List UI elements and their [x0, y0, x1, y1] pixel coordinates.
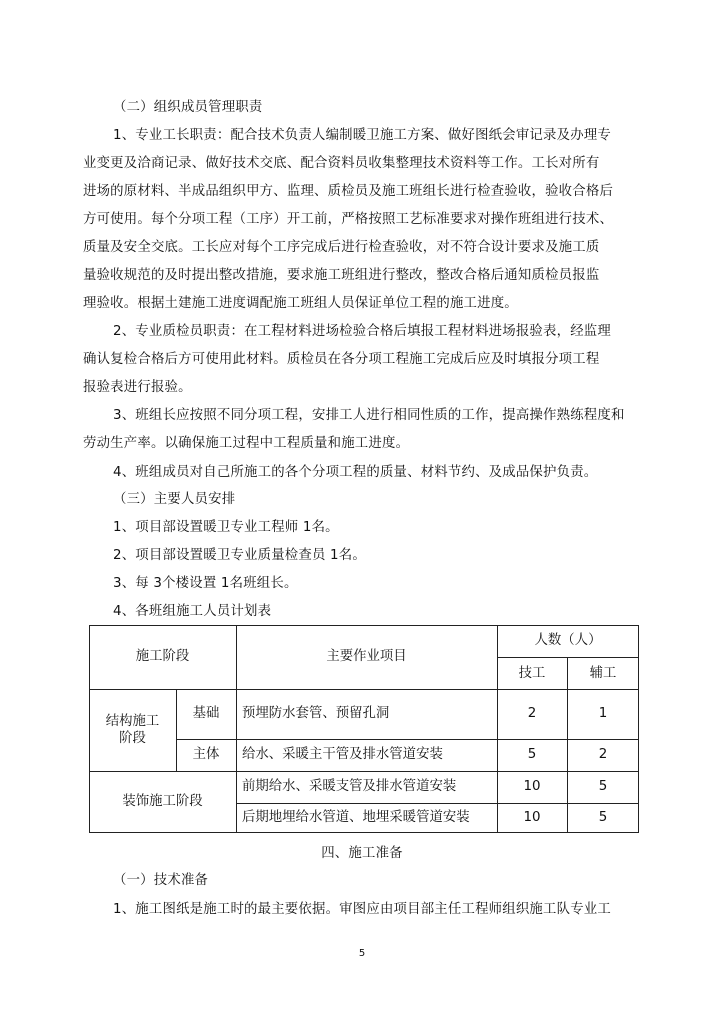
subgroup-foundation: 基础: [192, 706, 220, 721]
paragraph-line: 劳动生产率。以确保施工过程中工程质量和施工进度。: [83, 436, 410, 451]
paragraph-line: 确认复检合格后方可使用此材料。质检员在各分项工程施工完成后应及时填报分项工程: [83, 352, 600, 367]
list-item: 4、各班组施工人员计划表: [113, 604, 272, 619]
list-item: 1、项目部设置暖卫专业工程师 1名。: [113, 520, 339, 535]
group-decoration-stage: 装饰施工阶段: [122, 794, 203, 809]
paragraph-line: 报验表进行报验。: [83, 380, 192, 395]
table-row-item: 前期给水、采暖支管及排水管道安装: [242, 779, 457, 794]
section-title-construction-prep: 四、施工准备: [321, 846, 403, 861]
table-row-assist: 2: [598, 747, 608, 762]
paragraph-line: 进场的原材料、半成品组织甲方、监理、质检员及施工班组长进行检查验收，验收合格后: [83, 184, 614, 199]
heading-staffing: （三）主要人员安排: [113, 492, 236, 507]
paragraph-line: 方可使用。每个分项工程（工序）开工前，严格按照工艺标准要求对操作班组进行技术、: [83, 212, 614, 227]
table-row-item: 给水、采暖主干管及排水管道安装: [242, 747, 443, 762]
table-row-assist: 1: [598, 706, 608, 721]
subgroup-main-body: 主体: [192, 747, 220, 762]
header-skilled-workers: 技工: [518, 666, 546, 681]
paragraph-line: 2、专业质检员职责：在工程材料进场检验合格后填报工程材料进场报验表，经监理: [113, 324, 611, 339]
paragraph-line: 质量及安全交底。工长应对每个工序完成后进行检查验收，对不符合设计要求及施工质: [83, 240, 600, 255]
table-row-skilled: 2: [527, 706, 537, 721]
list-item: 2、项目部设置暖卫专业质量检查员 1名。: [113, 548, 366, 563]
staff-plan-table: [89, 625, 639, 833]
table-row-assist: 5: [598, 779, 608, 794]
group-structure-stage: 结构施工阶段: [105, 714, 160, 746]
paragraph-line: 业变更及洽商记录、做好技术交底、配合资料员收集整理技术资料等工作。工长对所有: [83, 156, 600, 171]
paragraph-line: 1、施工图纸是施工时的最主要依据。审图应由项目部主任工程师组织施工队专业工: [113, 902, 611, 917]
table-row-item: 预埋防水套管、预留孔洞: [242, 706, 390, 721]
paragraph-line: 4、班组成员对自己所施工的各个分项工程的质量、材料节约、及成品保护负责。: [113, 465, 598, 480]
heading-technical-prep: （一）技术准备: [113, 873, 209, 888]
header-headcount: 人数（人）: [534, 633, 602, 648]
table-row-skilled: 5: [527, 747, 537, 762]
header-main-items: 主要作业项目: [326, 649, 407, 664]
list-item: 3、每 3个楼设置 1名班组长。: [113, 576, 298, 591]
heading-organization-duties: （二）组织成员管理职责: [113, 100, 263, 115]
header-stage: 施工阶段: [135, 649, 190, 664]
table-row-skilled: 10: [523, 810, 541, 825]
paragraph-line: 1、专业工长职责：配合技术负责人编制暖卫施工方案、做好图纸会审记录及办理专: [113, 128, 611, 143]
table-row-assist: 5: [598, 810, 608, 825]
table-row-skilled: 10: [523, 779, 541, 794]
paragraph-line: 3、班组长应按照不同分项工程，安排工人进行相同性质的工作，提高操作熟练程度和: [113, 408, 625, 423]
page-number: 5: [358, 948, 366, 959]
table-row-item: 后期地埋给水管道、地埋采暖管道安装: [242, 810, 470, 825]
paragraph-line: 理验收。根据土建施工进度调配施工班组人员保证单位工程的施工进度。: [83, 296, 518, 311]
header-assistant-workers: 辅工: [589, 666, 617, 681]
paragraph-line: 量验收规范的及时提出整改措施，要求施工班组进行整改，整改合格后通知质检员报监: [83, 268, 600, 283]
